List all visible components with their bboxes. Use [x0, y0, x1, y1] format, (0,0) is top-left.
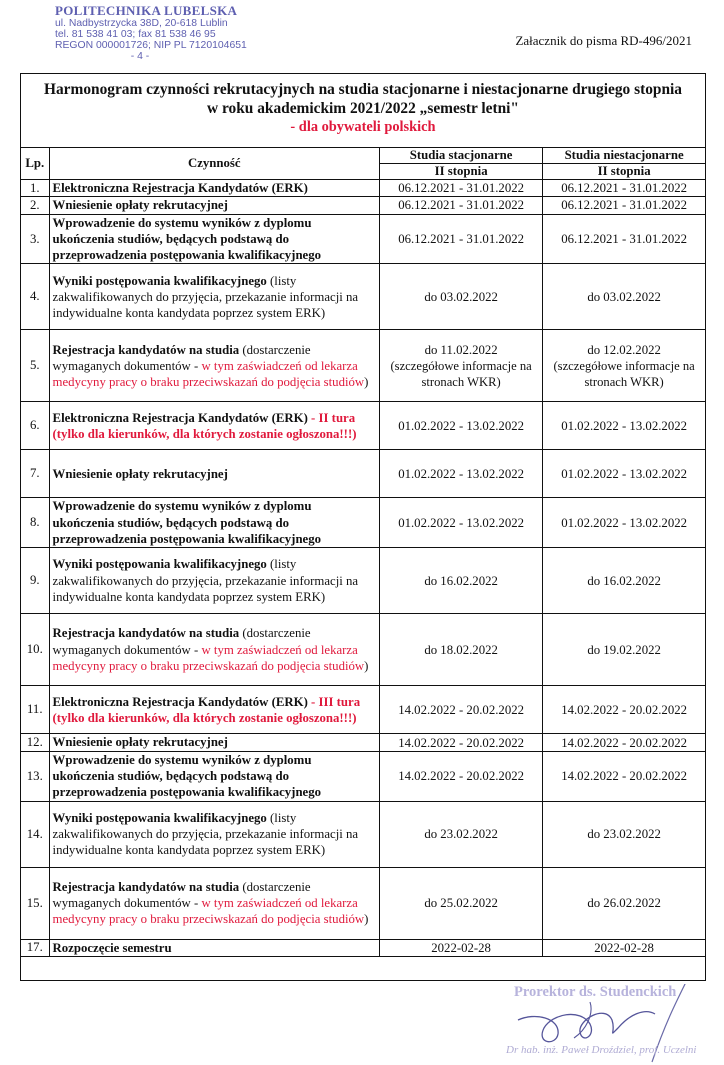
date-value: 06.12.2021 - 31.01.2022 — [561, 232, 688, 247]
row-activity — [49, 801, 379, 867]
activity-bold-text: Elektroniczna Rejestracja Kandydatów (ERK) — [52, 694, 308, 709]
activity-bold-text: Wniesienie opłaty rekrutacyjnej — [52, 735, 228, 750]
row-activity — [49, 751, 379, 801]
row-part-time-date — [543, 197, 705, 214]
row-full-time-date — [380, 867, 543, 939]
table-row — [21, 197, 705, 214]
date-value: 01.02.2022 - 13.02.2022 — [561, 515, 688, 530]
table-row — [21, 402, 705, 450]
table-row — [21, 801, 705, 867]
stamp-title: POLITECHNIKA LUBELSKA — [55, 3, 238, 18]
date-value: 06.12.2021 - 31.01.2022 — [561, 181, 688, 196]
row-part-time-date — [543, 402, 705, 450]
row-full-time-date — [380, 751, 543, 801]
activity-normal-text: (dostarczenie wymaganych dokumentów - — [52, 342, 311, 373]
row-full-time-date — [380, 734, 543, 751]
schedule-table — [21, 147, 705, 957]
row-part-time-date — [543, 548, 705, 614]
table-row — [21, 548, 705, 614]
date-value: 06.12.2021 - 31.01.2022 — [398, 181, 525, 196]
table-row — [21, 751, 705, 801]
row-full-time-date — [380, 402, 543, 450]
row-number: 15. — [21, 867, 49, 939]
row-number: 8. — [21, 498, 49, 548]
activity-bold-text: Wyniki postępowania kwalifikacyjnego — [52, 810, 267, 825]
activity-tail-text: ) — [364, 912, 369, 927]
row-full-time-date — [380, 498, 543, 548]
date-value: 01.02.2022 - 13.02.2022 — [398, 418, 525, 433]
date-value: do 12.02.2022 — [587, 342, 661, 357]
row-number: 6. — [21, 402, 49, 450]
date-value: do 18.02.2022 — [424, 642, 498, 657]
date-value: 14.02.2022 - 20.02.2022 — [561, 735, 688, 750]
date-value: 06.12.2021 - 31.01.2022 — [398, 198, 525, 213]
row-part-time-date — [543, 214, 705, 264]
row-part-time-date — [543, 498, 705, 548]
row-number: 1. — [21, 180, 49, 197]
activity-bold-text: Rejestracja kandydatów na studia — [52, 342, 240, 357]
row-activity — [49, 614, 379, 686]
title-line-3: - dla obywateli polskich — [290, 119, 436, 135]
row-full-time-date — [380, 180, 543, 197]
activity-bold-text: Wyniki postępowania kwalifikacyjnego — [52, 557, 267, 572]
signatory-name: Dr hab. inż. Paweł Droździel, prof. Uczelni — [506, 1044, 697, 1056]
activity-bold-text: Rozpoczęcie semestru — [52, 940, 172, 955]
activity-red-text: w tym zaświadczeń od lekarza medycyny pracy o braku przeciwskazań do podjęcia studiów — [52, 895, 365, 927]
table-row — [21, 867, 705, 939]
date-value: 01.02.2022 - 13.02.2022 — [398, 466, 525, 481]
date-value: do 25.02.2022 — [424, 896, 498, 911]
activity-bold-text: Wprowadzenie do systemu wyników z dyplomu ukończenia studiów, będących podstawą do przeprowadzenia postępowania kwalifikacyjnego — [52, 752, 322, 800]
activity-red-text: w tym zaświadczeń od lekarza medycyny pracy o braku przeciwskazań do podjęcia studiów — [52, 358, 365, 390]
date-value: 14.02.2022 - 20.02.2022 — [398, 769, 525, 784]
activity-redbold-text: - II tura (tylko dla kierunków, dla których zostanie ogłoszona!!!) — [52, 410, 357, 441]
document-title — [21, 74, 705, 147]
annex-reference: Załacznik do pisma RD-496/2021 — [515, 33, 692, 48]
row-part-time-date — [543, 264, 705, 330]
date-value: do 11.02.2022 — [424, 342, 498, 357]
activity-bold-text: Wniesienie opłaty rekrutacyjnej — [52, 198, 228, 213]
date-value: do 03.02.2022 — [424, 289, 498, 304]
activity-normal-text: (dostarczenie wymaganych dokumentów - — [52, 879, 311, 910]
table-row — [21, 264, 705, 330]
row-full-time-date — [380, 450, 543, 498]
row-activity — [49, 264, 379, 330]
row-full-time-date — [380, 330, 543, 402]
row-number: 12. — [21, 734, 49, 751]
schedule-frame — [20, 73, 706, 981]
activity-bold-text: Elektroniczna Rejestracja Kandydatów (ERK) — [52, 410, 308, 425]
title-line-1: Harmonogram czynności rekrutacyjnych na studia stacjonarne i niestacjonarne drugiego stopnia — [44, 81, 682, 98]
activity-tail-text: ) — [364, 659, 369, 674]
header-part-time: Studia niestacjonarne — [543, 148, 705, 164]
activity-tail-text: ) — [364, 375, 369, 390]
activity-normal-text: (listy zakwalifikowanych do przyjęcia, przekazanie informacji na indywidualne konta kandydata poprzez system ERK) — [52, 273, 359, 321]
row-activity — [49, 548, 379, 614]
date-value: 14.02.2022 - 20.02.2022 — [561, 702, 688, 717]
table-row — [21, 330, 705, 402]
row-number: 9. — [21, 548, 49, 614]
activity-normal-text: (dostarczenie wymaganych dokumentów - — [52, 626, 311, 657]
activity-normal-text: (listy zakwalifikowanych do przyjęcia, przekazanie informacji na indywidualne konta kandydata poprzez system ERK) — [52, 810, 359, 858]
row-activity — [49, 498, 379, 548]
date-value: do 23.02.2022 — [424, 827, 498, 842]
row-activity — [49, 686, 379, 734]
row-activity — [49, 214, 379, 264]
table-row — [21, 686, 705, 734]
row-number: 7. — [21, 450, 49, 498]
row-part-time-date — [543, 734, 705, 751]
row-number: 11. — [21, 686, 49, 734]
row-number: 2. — [21, 197, 49, 214]
date-value: do 26.02.2022 — [587, 896, 661, 911]
row-part-time-date — [543, 939, 705, 956]
signatory-role: Prorektor ds. Studenckich — [514, 984, 677, 1000]
date-value: do 19.02.2022 — [587, 642, 661, 657]
row-full-time-date — [380, 614, 543, 686]
activity-bold-text: Rejestracja kandydatów na studia — [52, 626, 240, 641]
date-note: (szczegółowe informacje na stronach WKR) — [553, 358, 695, 389]
signature-block — [440, 984, 724, 1064]
row-part-time-date — [543, 180, 705, 197]
university-stamp — [55, 4, 255, 62]
activity-bold-text: Elektroniczna Rejestracja Kandydatów (ERK) — [52, 181, 308, 195]
date-value: 06.12.2021 - 31.01.2022 — [561, 198, 688, 213]
activity-red-text: w tym zaświadczeń od lekarza medycyny pracy o braku przeciwskazań do podjęcia studiów — [52, 642, 365, 674]
header-part-time-degree: II stopnia — [543, 164, 705, 180]
row-part-time-date — [543, 751, 705, 801]
date-value: 01.02.2022 - 13.02.2022 — [561, 466, 688, 481]
date-value: 01.02.2022 - 13.02.2022 — [398, 515, 525, 530]
date-value: 2022-02-28 — [594, 940, 654, 955]
row-activity — [49, 450, 379, 498]
row-number: 10. — [21, 614, 49, 686]
row-activity — [49, 939, 379, 956]
table-row — [21, 180, 705, 197]
table-row — [21, 734, 705, 751]
row-part-time-date — [543, 867, 705, 939]
row-full-time-date — [380, 264, 543, 330]
row-full-time-date — [380, 939, 543, 956]
row-number: 17. — [21, 939, 49, 956]
row-activity — [49, 402, 379, 450]
header-full-time-degree: II stopnia — [380, 164, 543, 180]
row-number: 3. — [21, 214, 49, 264]
date-value: do 03.02.2022 — [587, 289, 661, 304]
date-value: do 23.02.2022 — [587, 827, 661, 842]
activity-bold-text: Rejestracja kandydatów na studia — [52, 879, 240, 894]
stamp-address: ul. Nadbystrzycka 38D, 20-618 Lublin — [55, 18, 228, 29]
row-part-time-date — [543, 330, 705, 402]
row-part-time-date — [543, 686, 705, 734]
date-value: do 16.02.2022 — [587, 573, 661, 588]
activity-bold-text: Wniesienie opłaty rekrutacyjnej — [52, 466, 228, 481]
date-value: 06.12.2021 - 31.01.2022 — [398, 232, 525, 247]
table-row — [21, 214, 705, 264]
row-number: 4. — [21, 264, 49, 330]
table-row — [21, 939, 705, 956]
row-full-time-date — [380, 197, 543, 214]
date-value: 2022-02-28 — [431, 940, 491, 955]
table-row — [21, 614, 705, 686]
row-full-time-date — [380, 548, 543, 614]
row-activity — [49, 180, 379, 197]
date-value: do 16.02.2022 — [424, 573, 498, 588]
row-full-time-date — [380, 686, 543, 734]
row-full-time-date — [380, 801, 543, 867]
activity-bold-text: Wyniki postępowania kwalifikacyjnego — [52, 273, 267, 288]
row-full-time-date — [380, 214, 543, 264]
header-lp: Lp. — [21, 148, 49, 180]
activity-redbold-text: - III tura (tylko dla kierunków, dla których zostanie ogłoszona!!!) — [52, 694, 361, 725]
stamp-phone: tel. 81 538 41 03; fax 81 538 46 95 — [55, 29, 216, 40]
activity-bold-text: Wprowadzenie do systemu wyników z dyplomu ukończenia studiów, będących podstawą do przeprowadzenia postępowania kwalifikacyjnego — [52, 215, 322, 263]
row-part-time-date — [543, 450, 705, 498]
activity-normal-text: (listy zakwalifikowanych do przyjęcia, przekazanie informacji na indywidualne konta kandydata poprzez system ERK) — [52, 557, 359, 605]
stamp-page-number: - 4 - — [130, 51, 150, 62]
date-value: 14.02.2022 - 20.02.2022 — [398, 735, 525, 750]
row-activity — [49, 197, 379, 214]
date-value: 14.02.2022 - 20.02.2022 — [561, 769, 688, 784]
row-activity — [49, 330, 379, 402]
row-part-time-date — [543, 801, 705, 867]
row-number: 13. — [21, 751, 49, 801]
date-value: 14.02.2022 - 20.02.2022 — [398, 702, 525, 717]
row-number: 5. — [21, 330, 49, 402]
header-activity: Czynność — [49, 148, 379, 180]
row-activity — [49, 867, 379, 939]
row-number: 14. — [21, 801, 49, 867]
stamp-regon: REGON 000001726; NIP PL 7120104651 — [55, 40, 247, 51]
table-row — [21, 498, 705, 548]
row-part-time-date — [543, 614, 705, 686]
activity-bold-text: Wprowadzenie do systemu wyników z dyplomu ukończenia studiów, będących podstawą do przeprowadzenia postępowania kwalifikacyjnego — [52, 499, 322, 547]
row-activity — [49, 734, 379, 751]
date-note: (szczegółowe informacje na stronach WKR) — [390, 358, 532, 389]
header-full-time: Studia stacjonarne — [380, 148, 543, 164]
table-row — [21, 450, 705, 498]
title-line-2: w roku akademickim 2021/2022 „semestr letni" — [207, 100, 519, 117]
date-value: 01.02.2022 - 13.02.2022 — [561, 418, 688, 433]
